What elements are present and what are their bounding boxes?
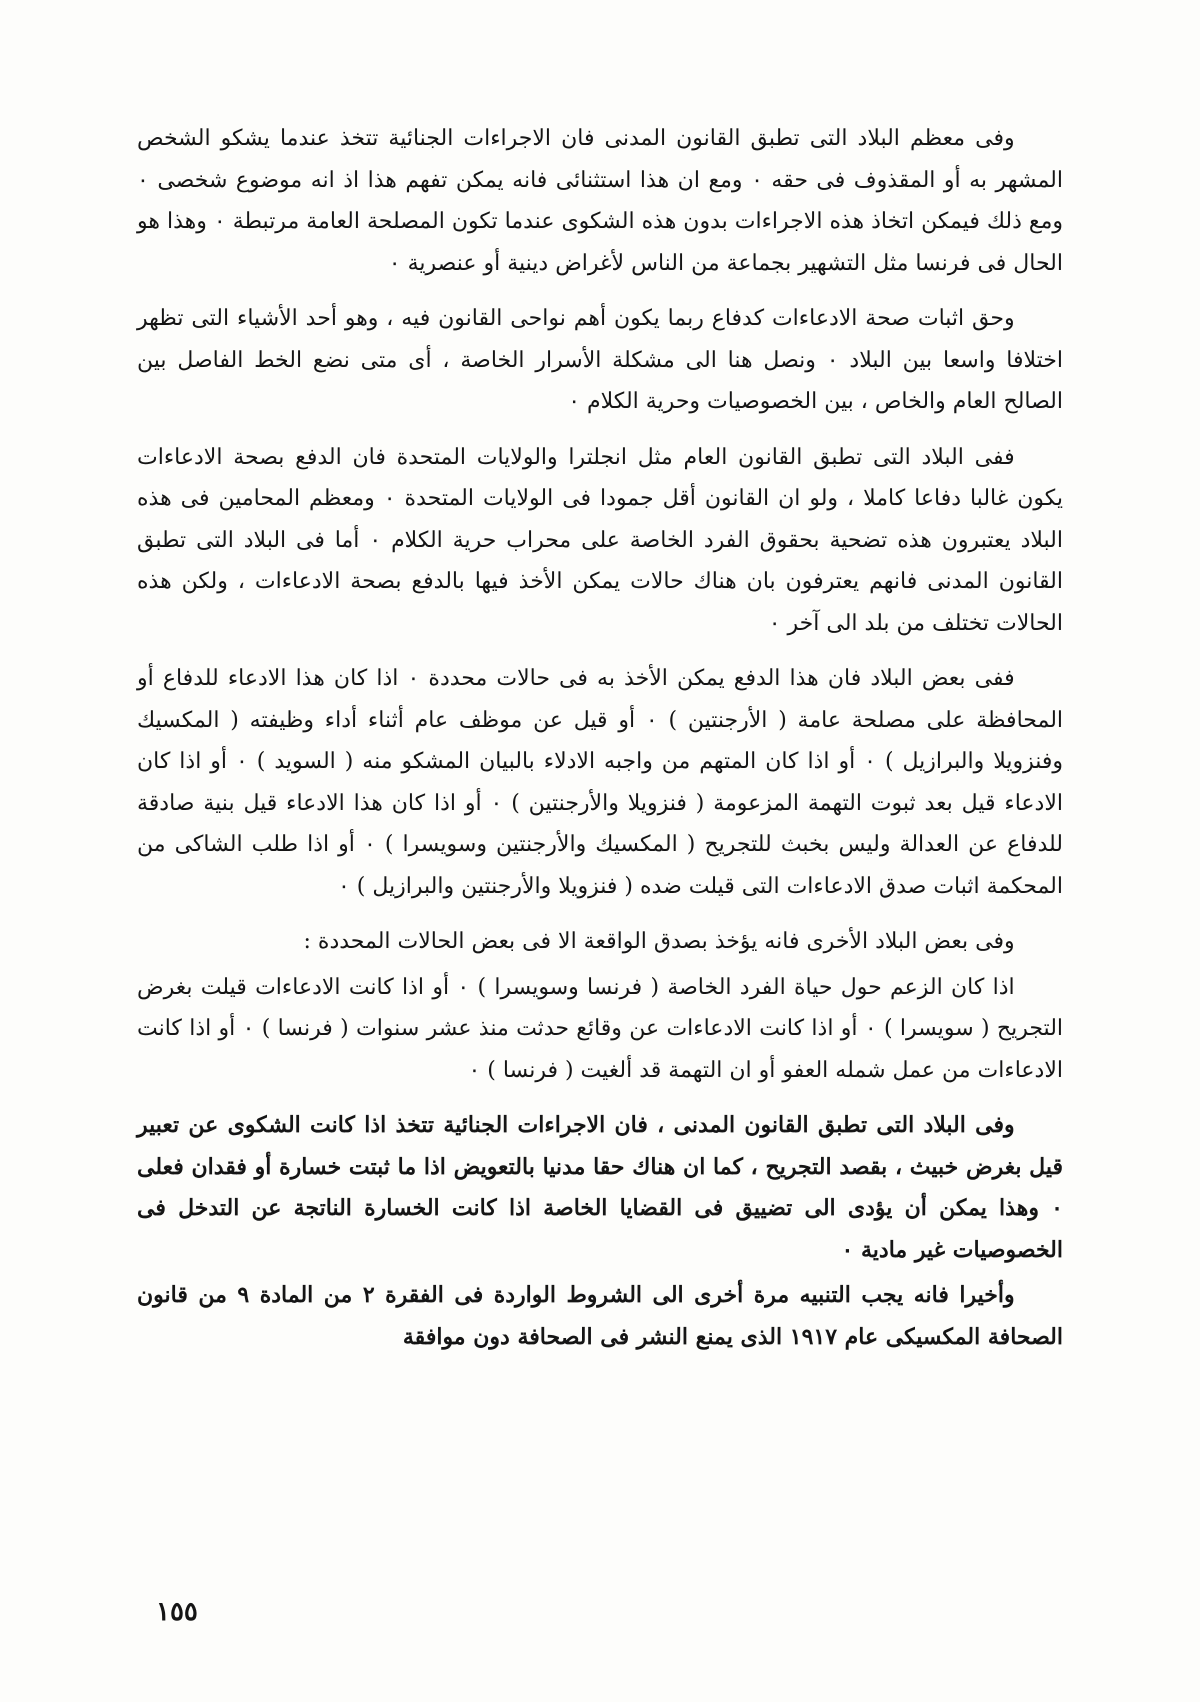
paragraph-other-countries: وفى بعض البلاد الأخرى فانه يؤخذ بصدق الواقعة الا فى بعض الحالات المحددة : <box>303 929 1015 954</box>
paragraph-civil-law: وفى البلاد التى تطبق القانون المدنى ، فان الاجراءات الجنائية تتخذ اذا كانت الشكوى عن تعبير قيل بغرض خبيث ، بقصد التجريح ، كما ان هناك حقا مدنيا بالتعويض اذا ما ثبتت خسارة أو فقدان فعلى ٠ وهذا يمكن أن يؤدى الى تضييق فى القضايا الخاصة اذا كانت الخسارة الناتجة عن التدخل فى الخصوصيات غير مادية ٠ <box>137 1112 1063 1263</box>
article-body <box>137 118 1063 1358</box>
paragraph-exceptions: اذا كان الزعم حول حياة الفرد الخاصة ( فرنسا وسويسرا ) ٠ أو اذا كانت الادعاءات قيلت بغرض التجريح ( سويسرا ) ٠ أو اذا كانت الادعاءات عن وقائع حدثت منذ عشر سنوات ( فرنسا ) ٠ أو اذا كانت الادعاءات من عمل شمله العفو أو ان التهمة قد ألغيت ( فرنسا ) ٠ <box>137 974 1064 1083</box>
paragraph-mexican-press-law: وأخيرا فانه يجب التنبيه مرة أخرى الى الشروط الواردة فى الفقرة ٢ من المادة ٩ من قانون الصحافة المكسيكى عام ١٩١٧ الذى يمنع النشر فى الصحافة دون موافقة <box>137 1282 1063 1350</box>
paragraph-specific-cases: ففى بعض البلاد فان هذا الدفع يمكن الأخذ به فى حالات محددة ٠ اذا كان هذا الادعاء للدفاع أو المحافظة على مصلحة عامة ( الأرجنتين ) ٠ أو قيل عن موظف عام أثناء أداء وظيفته ( المكسيك وفنزويلا والبرازيل ) ٠ أو اذا كان المتهم من واجبه الادلاء بالبيان المشكو منه ( السويد ) ٠ أو اذا كان الادعاء قيل بعد ثبوت التهمة المزعومة ( فنزويلا والأرجنتين ) ٠ أو اذا كان هذا الادعاء قيل بنية صادقة للدفاع عن العدالة وليس بخبث للتجريح ( المكسيك والأرجنتين وسويسرا ) ٠ أو اذا طلب الشاكى من المحكمة اثبات صدق الادعاءات التى قيلت ضده ( فنزويلا والأرجنتين والبرازيل ) ٠ <box>137 666 1064 899</box>
paragraph-common-law: ففى البلاد التى تطبق القانون العام مثل انجلترا والولايات المتحدة فان الدفع بصحة الادعاءات يكون غالبا دفاعا كاملا ، ولو ان القانون أقل جمودا فى الولايات المتحدة ٠ ومعظم المحامين فى هذه البلاد يعتبرون هذه تضحية بحقوق الفرد الخاصة على محراب حرية الكلام ٠ أما فى البلاد التى تطبق القانون المدنى فانهم يعترفون بان هناك حالات يمكن الأخذ فيها بالدفع بصحة الادعاءات ، ولكن هذه الحالات تختلف من بلد الى آخر ٠ <box>137 444 1063 636</box>
paragraph-criminal-proceedings: وفى معظم البلاد التى تطبق القانون المدنى فان الاجراءات الجنائية تتخذ عندما يشكو الشخص المشهر به أو المقذوف فى حقه ٠ ومع ان هذا استثنائى فانه يمكن تفهم هذا اذ انه موضوع شخصى ٠ ومع ذلك فيمكن اتخاذ هذه الاجراءات بدون هذه الشكوى عندما تكون المصلحة العامة مرتبطة ٠ وهذا هو الحال فى فرنسا مثل التشهير بجماعة من الناس لأغراض دينية أو عنصرية ٠ <box>137 126 1064 276</box>
page-number: ١٥٥ <box>156 1597 198 1627</box>
paragraph-truth-defense: وحق اثبات صحة الادعاءات كدفاع ربما يكون أهم نواحى القانون فيه ، وهو أحد الأشياء التى تظهر اختلافا واسعا بين البلاد ٠ ونصل هنا الى مشكلة الأسرار الخاصة ، أى متى نضع الخط الفاصل بين الصالح العام والخاص ، بين الخصوصيات وحرية الكلام ٠ <box>137 306 1064 414</box>
